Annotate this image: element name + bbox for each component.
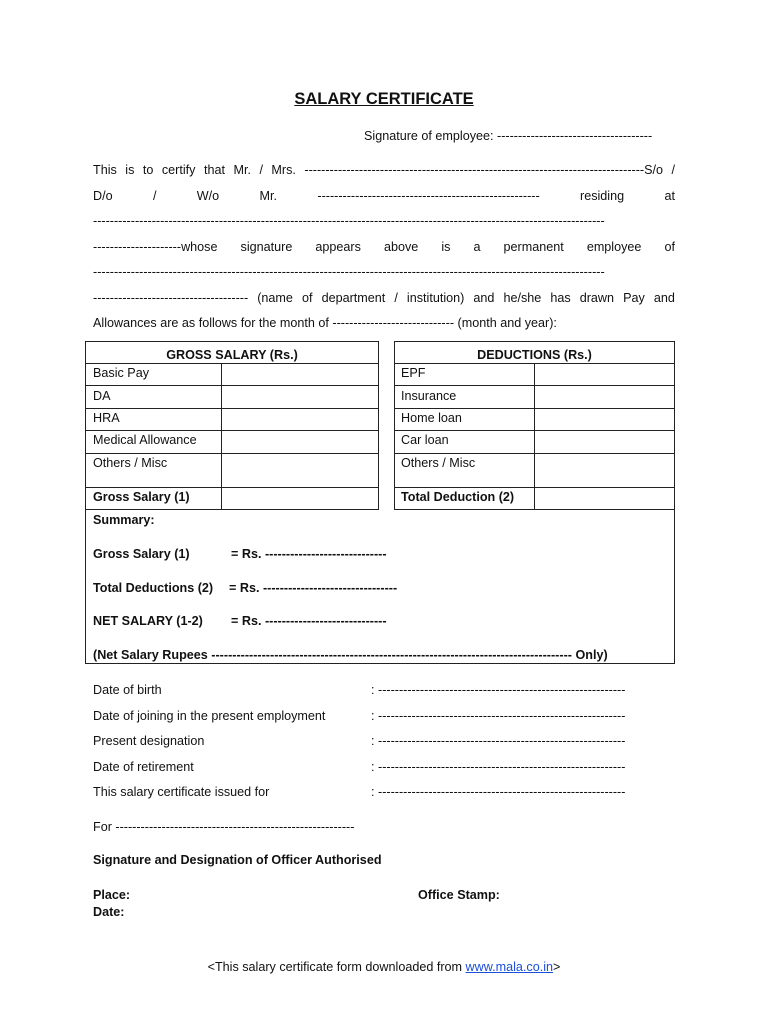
word: to	[142, 163, 154, 177]
detail-value-issued-for: : -----------------------------------------------------------	[371, 785, 626, 799]
word: signature	[240, 240, 293, 254]
gross-row-label: DA	[93, 389, 111, 403]
date-label: Date:	[93, 905, 125, 919]
word: of	[302, 291, 313, 305]
word: /	[394, 291, 398, 305]
word: and	[473, 291, 495, 305]
footer-text-end: >	[553, 960, 561, 974]
office-stamp-label: Office Stamp:	[418, 888, 500, 902]
gross-column-divider	[221, 363, 222, 510]
detail-value-date-of-birth: : -----------------------------------------------------------	[371, 683, 626, 697]
word: is	[125, 163, 135, 177]
summary-deductions-text: = Rs. --------------------------------	[229, 581, 398, 595]
net-salary-label: NET SALARY (1-2)	[93, 614, 203, 628]
net-salary-rupees: (Net Salary Rupees -------------------------------------------------------------------------------------- Only)	[93, 648, 608, 662]
word: /	[152, 189, 157, 203]
footer-note	[0, 960, 768, 974]
word: has	[550, 291, 571, 305]
word: Mrs.	[271, 163, 296, 177]
deduction-row-label: Insurance	[401, 389, 457, 403]
word: he/she	[503, 291, 542, 305]
word: ---------------------------------------------------------------------------------S/o	[304, 163, 663, 177]
detail-label-designation: Present designation	[93, 734, 205, 748]
source-link[interactable]: www.mala.co.in	[465, 960, 554, 974]
word: Mr.	[259, 189, 278, 203]
detail-value-date-of-joining: : -----------------------------------------------------------	[371, 709, 626, 723]
word: W/o	[196, 189, 220, 203]
net-salary-value	[231, 614, 387, 628]
word: of	[664, 240, 675, 254]
word: -------------------------------------	[93, 291, 249, 305]
detail-label-retirement: Date of retirement	[93, 760, 194, 774]
word: permanent	[503, 240, 564, 254]
summary-gross-text: = Rs. -----------------------------	[231, 547, 387, 561]
detail-label-date-of-joining: Date of joining in the present employment	[93, 709, 326, 723]
word: -----------------------------------------------------	[317, 189, 540, 203]
word: Mr.	[233, 163, 251, 177]
certify-line-6	[93, 291, 675, 305]
word: department	[321, 291, 386, 305]
certify-line-5: --------------------------------------------------------------------------------------------------------------------------	[93, 265, 605, 279]
word: and	[653, 291, 675, 305]
gross-row-label: Medical Allowance	[93, 433, 197, 447]
gross-row-divider	[85, 408, 379, 409]
certify-line-7: Allowances are as follows for the month of ----------------------------- (month and year):	[93, 316, 557, 330]
summary-deductions-value	[229, 581, 397, 595]
detail-value-designation: : -----------------------------------------------------------	[371, 734, 626, 748]
deduction-row-label: Home loan	[401, 411, 462, 425]
gross-salary-header: GROSS SALARY (Rs.)	[166, 348, 298, 362]
word: This	[93, 163, 117, 177]
gross-row-divider	[85, 453, 379, 454]
deductions-header: DEDUCTIONS (Rs.)	[477, 348, 592, 362]
word: employee	[586, 240, 642, 254]
certify-line-2	[93, 189, 675, 203]
deduction-row-label: EPF	[401, 366, 426, 380]
gross-row-divider	[85, 430, 379, 431]
gross-row-label: HRA	[93, 411, 120, 425]
word: certify	[161, 163, 196, 177]
deduction-row-label: Others / Misc	[401, 456, 476, 470]
word: above	[383, 240, 419, 254]
deduction-row-label: Car loan	[401, 433, 449, 447]
word: is	[441, 240, 451, 254]
for-line: For ---------------------------------------------------------	[93, 820, 355, 834]
gross-row-divider	[85, 385, 379, 386]
detail-value-retirement: : -----------------------------------------------------------	[371, 760, 626, 774]
certify-line-3: --------------------------------------------------------------------------------------------------------------------------	[93, 214, 605, 228]
word: institution)	[406, 291, 465, 305]
certify-line-4	[93, 240, 675, 254]
word: residing	[580, 189, 625, 203]
word: ---------------------whose	[93, 240, 218, 254]
summary-deductions-label: Total Deductions (2)	[93, 581, 214, 595]
deductions-column-divider	[534, 363, 535, 510]
page-title: SALARY CERTIFICATE	[294, 90, 474, 108]
detail-label-date-of-birth: Date of birth	[93, 683, 162, 697]
footer-text: <This salary certificate form downloaded from	[207, 960, 466, 974]
word: appears	[315, 240, 361, 254]
detail-label-issued-for: This salary certificate issued for	[93, 785, 270, 799]
word: at	[664, 189, 675, 203]
employee-signature-line: Signature of employee: -------------------------------------	[364, 129, 653, 143]
summary-gross-value	[231, 547, 387, 561]
word: /	[259, 163, 263, 177]
summary-gross-label: Gross Salary (1)	[93, 547, 190, 561]
gross-total-label: Gross Salary (1)	[93, 490, 190, 504]
word: drawn	[579, 291, 615, 305]
certify-line-1	[93, 163, 675, 177]
place-label: Place:	[93, 888, 131, 902]
gross-row-label: Basic Pay	[93, 366, 149, 380]
net-salary-text: = Rs. -----------------------------	[231, 614, 387, 628]
gross-row-label: Others / Misc	[93, 456, 168, 470]
word: D/o	[93, 189, 113, 203]
word: that	[203, 163, 225, 177]
summary-label: Summary:	[93, 513, 155, 527]
word: Pay	[623, 291, 645, 305]
word: (name	[257, 291, 293, 305]
word: a	[473, 240, 481, 254]
gross-row-divider	[85, 487, 379, 488]
officer-signature-label: Signature and Designation of Officer Authorised	[93, 853, 382, 867]
deduction-total-label: Total Deduction (2)	[401, 490, 515, 504]
word: /	[671, 163, 675, 177]
gross-header-divider	[85, 363, 379, 364]
